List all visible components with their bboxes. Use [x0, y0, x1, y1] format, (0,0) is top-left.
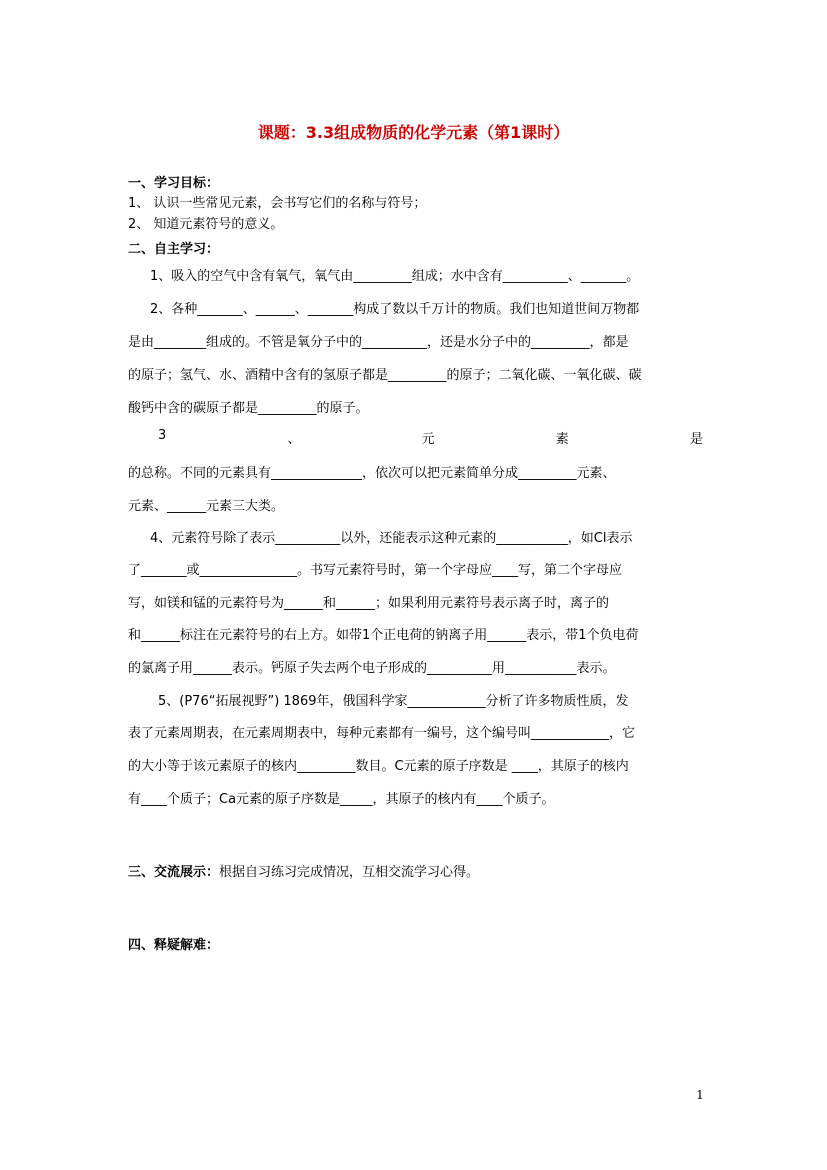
- question-3-line-2: 的总称。不同的元素具有______________，依次可以把元素简单分成_________元素、: [128, 466, 616, 481]
- question-5-line-4: 有____个质子；Ca元素的原子序数是_____，其原子的核内有____个质子。: [128, 792, 555, 807]
- spread-char: 是: [689, 432, 703, 447]
- spread-char: 元: [421, 432, 435, 447]
- question-1: 1、吸入的空气中含有氧气，氧气由_________组成；水中含有__________、_______。: [150, 269, 640, 284]
- question-4-line-1: 4、元素符号除了表示__________以外，还能表示这种元素的___________，如Cl表示: [150, 531, 633, 546]
- section-heading-qa: 四、释疑解难：: [128, 938, 220, 953]
- section-heading-exchange: 三、交流展示：: [128, 865, 220, 880]
- question-5-line-1: 5、(P76“拓展视野”) 1869年，俄国科学家____________分析了许多物质性质，发: [158, 694, 629, 709]
- spread-char: 3: [158, 428, 167, 443]
- question-4-line-3: 写，如镁和锰的元素符号为______和______；如果利用元素符号表示离子时，离子的: [128, 596, 610, 611]
- question-5-line-3: 的大小等于该元素原子的核内_________数目。C元素的原子序数是 ____，其原子的核内: [128, 759, 629, 774]
- question-2-line-3: 的原子；氢气、水、酒精中含有的氢原子都是_________的原子；二氧化碳、一氧化碳、碳: [128, 368, 642, 383]
- document-title: 课题：3.3组成物质的化学元素（第1课时）: [257, 123, 570, 142]
- goal-item-2: 2、 知道元素符号的意义。: [128, 217, 284, 232]
- question-2-line-2: 是由________组成的。不管是氧分子中的__________，还是水分子中的_________，都是: [128, 335, 629, 350]
- page-number: 1: [696, 1088, 704, 1102]
- question-4-line-5: 的氯离子用______表示。钙原子失去两个电子形成的__________用___________表示。: [128, 661, 616, 676]
- question-3-line-1: [128, 428, 703, 447]
- spread-char: 、: [287, 432, 301, 447]
- question-2-line-1: 2、各种_______、______、_______构成了数以千万计的物质。我们也知道世间万物都: [150, 302, 640, 317]
- goal-item-1: 1、 认识一些常见元素，会书写它们的名称与符号；: [128, 196, 427, 211]
- question-4-line-4: 和______标注在元素符号的右上方。如带1个正电荷的钠离子用______表示，带1个负电荷: [128, 628, 639, 643]
- question-4-line-2: 了_______或_______________。书写元素符号时，第一个字母应____写，第二个字母应: [128, 563, 623, 578]
- question-2-line-4: 酸钙中含的碳原子都是_________的原子。: [128, 401, 369, 416]
- spread-char: 素: [555, 432, 569, 447]
- section-exchange-text: 根据自习练习完成情况，互相交流学习心得。: [219, 865, 480, 880]
- question-5-line-2: 表了元素周期表，在元素周期表中，每种元素都有一编号，这个编号叫____________，它: [128, 726, 636, 741]
- section-heading-self-study: 二、自主学习：: [128, 242, 220, 257]
- section-exchange: [128, 861, 479, 880]
- question-3-line-3: 元素、______元素三大类。: [128, 499, 285, 514]
- section-heading-goals: 一、学习目标：: [128, 176, 220, 191]
